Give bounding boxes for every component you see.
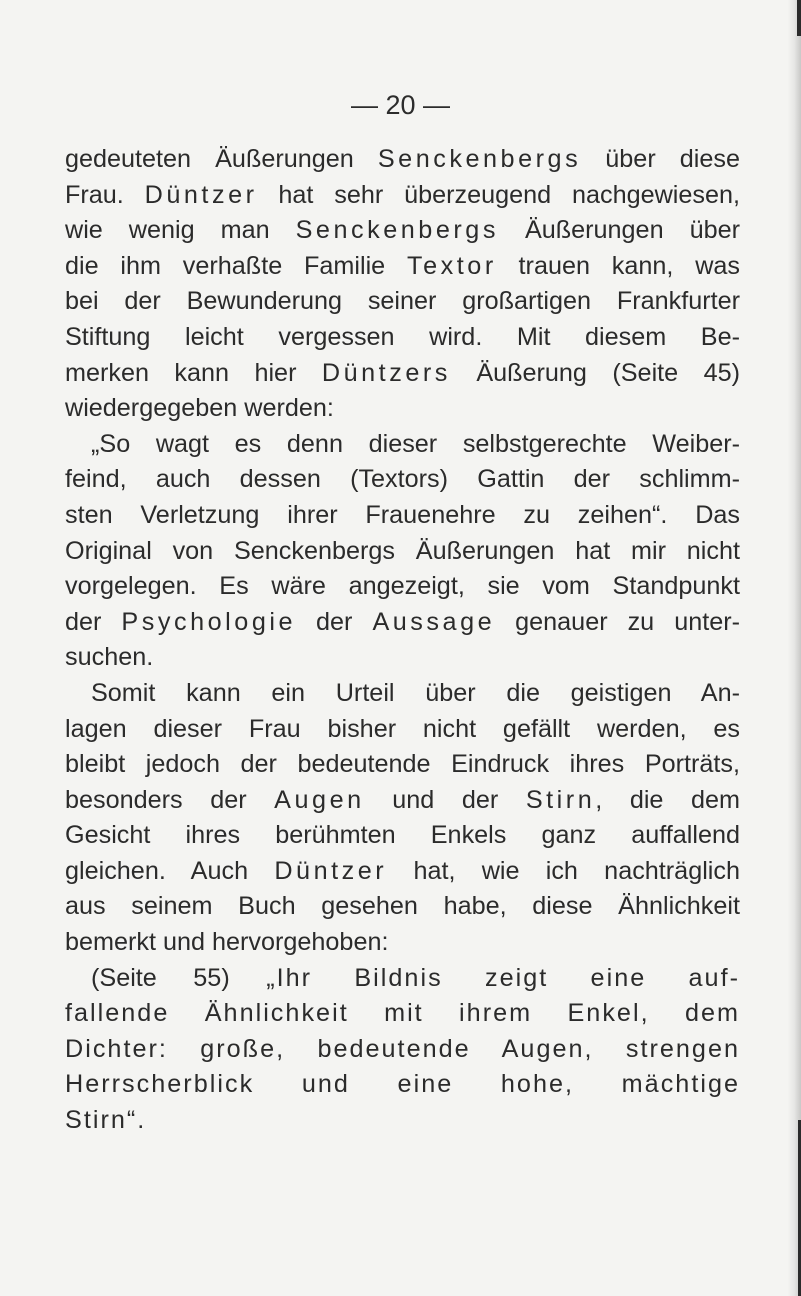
text-line [65,320,740,356]
text-run: Äußerungen über [498,216,740,245]
text-run: Stiftung leicht vergessen wird. Mit diesem Be- [65,322,740,351]
text-run: feind, auch dessen (Textors) Gattin der schlimm- [65,465,740,494]
text-run: wiedergegeben werden: [65,394,334,423]
text-run: Original von Senckenbergs Äußerungen hat mir nicht [65,536,740,565]
text-line [65,356,740,392]
text-line [65,676,740,712]
spaced-text-run: Aussage [372,607,496,636]
spaced-quote-run: Stirn“. [65,1106,147,1135]
text-run: aus seinem Buch gesehen habe, diese Ähnlichkeit [65,892,740,921]
page-edge-mark-top [797,0,801,36]
text-line [65,1067,740,1103]
text-line [65,1103,740,1139]
spaced-text-run: Düntzer [144,180,258,209]
text-line [65,889,740,925]
text-run: und der [364,785,526,814]
text-line [65,925,740,961]
text-line [65,249,740,285]
spaced-text-run: Augen [274,785,365,814]
text-run: der [65,607,122,636]
text-run: über diese [581,145,740,173]
text-run: „So wagt es denn dieser selbstgerechte Weiber- [91,429,740,458]
text-line [65,747,740,783]
text-run: Somit kann ein Urteil über die geistigen An- [91,678,740,707]
text-run: gleichen. Auch [65,856,275,885]
text-run: bei der Bewunderung seiner großartigen Frankfurter [65,287,740,316]
text-line [65,818,740,854]
text-run: hat, wie ich nachträglich [387,856,740,885]
text-run: suchen. [65,643,154,672]
text-line [65,534,740,570]
text-run: genauer zu unter- [495,607,740,636]
text-run: Frau. [65,180,145,209]
text-line [65,783,740,819]
text-run: wie wenig man [65,216,296,245]
text-run: der [296,607,373,636]
text-line [65,854,740,890]
spaced-quote-run: Herrscherblick und eine hohe, mächtige [65,1070,740,1099]
text-run: die ihm verhaßte Familie [65,251,407,280]
text-line [65,178,740,214]
body-text [65,142,740,1139]
spaced-text-run: Düntzers [321,358,451,387]
spaced-text-run: Senckenbergs [295,216,499,245]
text-line [65,569,740,605]
text-run: Gesicht ihres berühmten Enkels ganz auffallend [65,821,740,850]
text-run: merken kann hier [65,358,322,387]
page-edge-shadow [787,0,801,1296]
text-run: Äußerung (Seite 45) [450,358,740,387]
text-run: trauen kann, was [496,251,740,280]
text-line [65,427,740,463]
text-run: sten Verletzung ihrer Frauenehre zu zeihen“. Das [65,500,740,529]
text-line [65,284,740,320]
text-run: lagen dieser Frau bisher nicht gefällt werden, es [65,714,740,743]
spaced-quote-run: fallende Ähnlichkeit mit ihrem Enkel, dem [65,999,740,1028]
text-run: , die dem [595,785,741,814]
text-run: (Seite 55) [91,963,267,992]
text-line [65,462,740,498]
text-line [65,961,740,997]
text-line [65,996,740,1032]
text-line [65,142,740,178]
text-line [65,712,740,748]
text-run: gedeuteten Äußerungen [65,145,378,173]
text-run: bemerkt und hervorgehoben: [65,928,389,957]
spaced-quote-run: „Ihr Bildnis zeigt eine auf- [266,963,741,992]
text-line [65,391,740,427]
spaced-text-run: Senckenbergs [377,145,582,173]
page-number: — 20 — [350,90,451,120]
text-line [65,605,740,641]
text-run: bleibt jedoch der bedeutende Eindruck ihres Porträts, [65,750,740,779]
text-run: hat sehr überzeugend nachgewiesen, [257,180,740,209]
spaced-text-run: Düntzer [274,856,388,885]
spaced-text-run: Psychologie [121,607,297,636]
spaced-text-run: Textor [406,251,497,280]
text-line [65,1032,740,1068]
spaced-quote-run: Dichter: große, bedeutende Augen, strengen [65,1034,740,1063]
text-run: vorgelegen. Es wäre angezeigt, sie vom Standpunkt [65,572,740,601]
text-line [65,213,740,249]
text-line [65,498,740,534]
text-line [65,640,740,676]
text-run: besonders der [65,785,275,814]
spaced-text-run: Stirn [525,785,596,814]
